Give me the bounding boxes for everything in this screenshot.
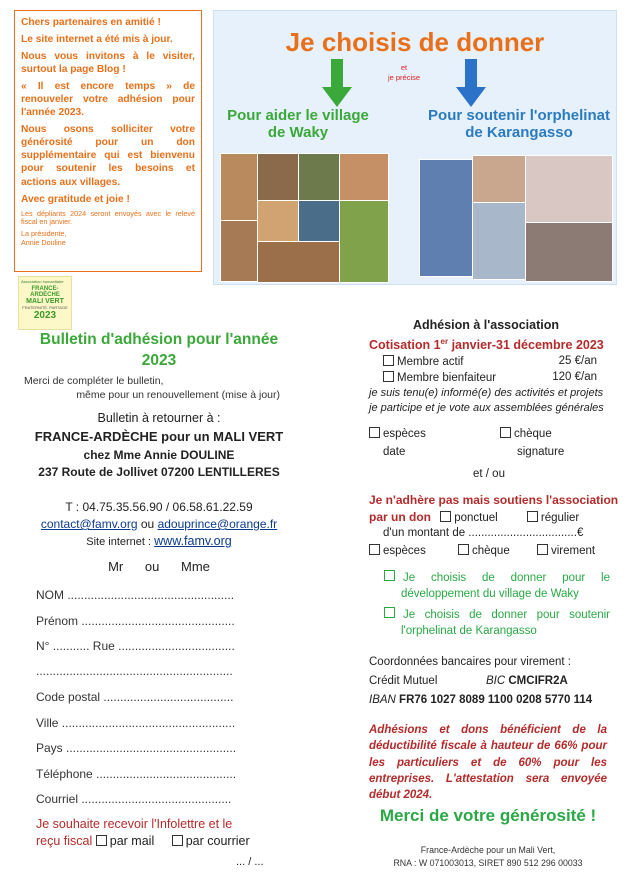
phone-numbers: T : 04.75.35.56.90 / 06.58.61.22.59 <box>65 500 253 514</box>
don-cheque[interactable]: chèque <box>458 544 510 557</box>
photo-orphanage-3 <box>472 202 526 280</box>
contact-name: chez Mme Annie DOULINE <box>83 448 235 462</box>
payment-cheque[interactable]: chèque <box>500 427 552 440</box>
donation-amount[interactable]: d'un montant de ..................................€ <box>383 527 584 539</box>
photo-village-4 <box>339 153 389 201</box>
banner-and: et je précise <box>387 63 421 82</box>
photo-orphanage-1 <box>419 159 473 277</box>
courrier-checkbox[interactable] <box>172 835 183 846</box>
membership-title: Adhésion à l'association <box>412 318 560 332</box>
payment-especes[interactable]: espèces <box>369 427 426 440</box>
continued-mark: ... / ... <box>236 856 264 868</box>
website-line: Site internet : www.famv.org <box>86 534 232 548</box>
mail-checkbox[interactable] <box>96 835 107 846</box>
field-nom[interactable]: NOM .................................................. <box>36 588 235 602</box>
member-info-2: je participe et je vote aux assemblées générales <box>369 402 604 414</box>
site-updated: Le site internet a été mis à jour. <box>21 34 173 46</box>
leaflets-note: Les dépliants 2024 seront envoyés avec le relevé fiscal en janvier. <box>21 208 195 227</box>
greeting: Chers partenaires en amitié ! <box>21 17 161 28</box>
member-info-1: je suis tenu(e) informé(e) des activités et projets <box>369 387 604 399</box>
president-name: Annie Douline <box>21 237 66 247</box>
photo-village-3 <box>298 153 340 201</box>
choice-karangasso[interactable]: Je choisis de donner pour soutenir l'orphelinat de Karangasso <box>384 607 610 639</box>
photo-village-7 <box>298 200 340 242</box>
don-especes[interactable]: espèces <box>369 544 426 557</box>
cotisation-period: Cotisation 1er janvier-31 décembre 2023 <box>369 337 604 353</box>
photo-orphanage-2 <box>472 155 526 203</box>
and-or-label: et / ou <box>473 468 505 480</box>
field-telephone[interactable]: Téléphone .......................................... <box>36 767 237 781</box>
banner-right-heading: Pour soutenir l'orphelinat de Karangasso <box>428 107 610 141</box>
don-virement[interactable]: virement <box>537 544 595 557</box>
photo-village-1 <box>220 153 258 221</box>
field-address-extra[interactable]: ........................................................... <box>36 664 233 678</box>
field-code-postal[interactable]: Code postal ....................................... <box>36 690 234 704</box>
footer-org: France-Ardèche pour un Mali Vert, <box>420 845 556 855</box>
photo-rice-field <box>339 200 389 283</box>
option-membre-actif[interactable]: Membre actif 25 €/an <box>383 355 597 368</box>
iban-line: IBAN FR76 1027 8089 1100 0208 5770 114 <box>369 694 593 706</box>
signature-label: signature <box>517 446 565 458</box>
president-label: La présidente, <box>21 228 67 238</box>
field-courriel[interactable]: Courriel ............................................. <box>36 792 232 806</box>
gratitude-text: Avec gratitude et joie ! <box>21 193 130 205</box>
tax-deduction-note: Adhésions et dons bénéficient de la déductibilité fiscale à hauteur de 66% pour les particuliers et de 60% pour les entreprises. L'attestation sera envoyée début 2024. <box>369 724 607 802</box>
email-president-link[interactable]: adouprince@orange.fr <box>157 517 278 531</box>
banner-title: Je choisis de donner <box>285 27 545 57</box>
field-prenom[interactable]: Prénom .............................................. <box>36 614 235 628</box>
choice-waky[interactable]: Je choisis de donner pour le développement du village de Waky <box>384 570 610 602</box>
arrow-down-green-icon <box>322 59 352 109</box>
association-logo: Association humanitaire FRANCE-ARDÈCHE MALI VERT FRATERNITÉ, PARTAGE 2023 <box>18 276 72 330</box>
photo-orphanage-5 <box>525 222 613 282</box>
message-box <box>14 10 202 272</box>
option-membre-bienfaiteur[interactable]: Membre bienfaiteur 120 €/an <box>383 371 597 384</box>
bank-name: Crédit Mutuel <box>369 675 438 687</box>
bank-heading: Coordonnées bancaires pour virement : <box>369 656 572 668</box>
email-contact-link[interactable]: contact@famv.org <box>40 517 138 531</box>
field-ville[interactable]: Ville .................................................... <box>36 716 236 730</box>
form-title: Bulletin d'adhésion pour l'année 2023 <box>39 331 279 369</box>
banner-left-heading: Pour aider le village de Waky <box>227 107 369 141</box>
photo-village-6 <box>257 200 299 242</box>
photo-village-8 <box>257 241 340 283</box>
newsletter-text: Je souhaite recevoir l'Infolettre et le <box>36 817 233 831</box>
donation-text: Nous osons solliciter votre générosité pour un don supplémentaire qui est bienvenu pour soutenir les besoins et actions aux villages. <box>21 124 195 188</box>
date-label: date <box>383 446 406 458</box>
newsletter-options: reçu fiscal par mail par courrier <box>36 834 250 848</box>
return-label: Bulletin à retourner à : <box>97 411 221 425</box>
intro-line-2: même pour un renouvellement (mise à jour) <box>76 389 280 401</box>
org-name: FRANCE-ARDÈCHE pour un MALI VERT <box>34 429 284 444</box>
footer-ids: RNA : W 071003013, SIRET 890 512 296 00033 <box>393 858 583 868</box>
email-line: contact@famv.org ou adouprince@orange.fr <box>40 517 278 531</box>
invite-text: Nous vous invitons à le visiter, surtout la page Blog ! <box>21 51 195 76</box>
regulier-checkbox[interactable]: régulier <box>527 512 579 524</box>
ponctuel-checkbox[interactable]: ponctuel <box>440 512 497 524</box>
website-link[interactable]: www.famv.org <box>154 534 232 548</box>
field-pays[interactable]: Pays ................................................... <box>36 741 237 755</box>
photo-orphanage-4 <box>525 155 613 223</box>
thank-you: Merci de votre générosité ! <box>379 806 597 825</box>
photo-village-2 <box>257 153 299 201</box>
donation-banner <box>213 10 617 285</box>
civility-choice[interactable]: Mr ou Mme <box>108 559 210 574</box>
donation-type: par un don ponctuel régulier <box>369 510 580 524</box>
field-rue[interactable]: N° ........... Rue ................................... <box>36 639 235 653</box>
postal-address: 237 Route de Jollivet 07200 LENTILLERES <box>38 465 280 479</box>
intro-line-1: Merci de compléter le bulletin, <box>24 375 164 387</box>
arrow-down-blue-icon <box>456 59 486 109</box>
photo-village-5 <box>220 220 258 282</box>
bic-line: BIC CMCIFR2A <box>486 675 568 687</box>
renew-text: « Il est encore temps » de renouveler votre adhésion pour l'année 2023. <box>21 81 195 119</box>
donation-heading: Je n'adhère pas mais soutiens l'association <box>369 493 619 507</box>
